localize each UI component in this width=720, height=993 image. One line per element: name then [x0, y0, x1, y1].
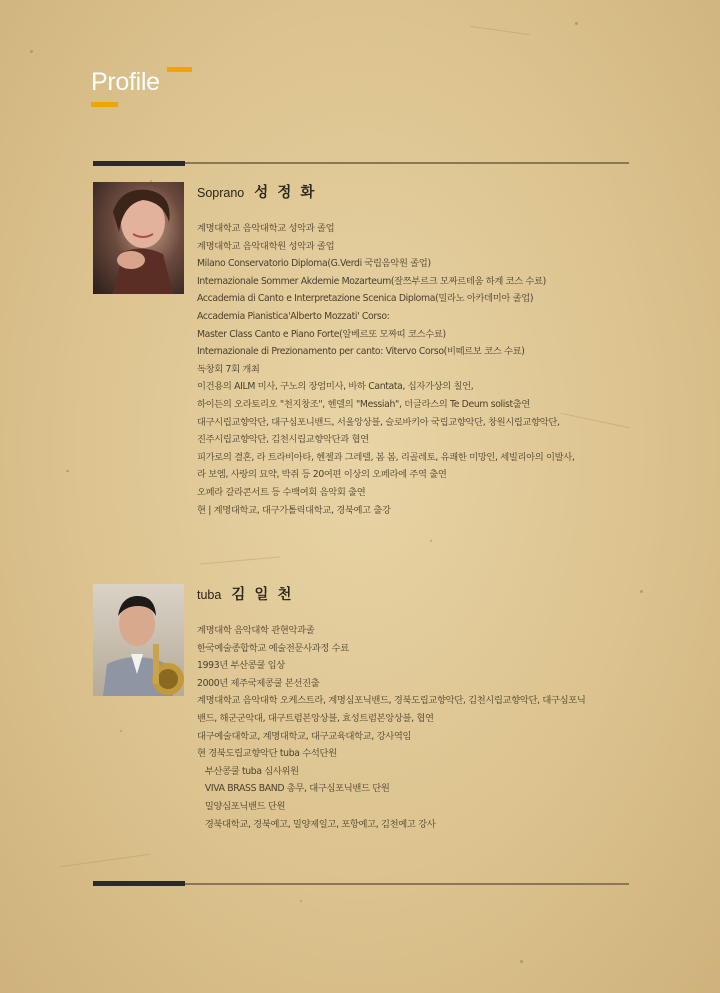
bio-item: 밴드, 해군군악대, 대구트럼본앙상블, 효성트럼본앙상블, 협연: [197, 712, 434, 724]
bio-item: 하이든의 오라토리오 "천지창조", 헨델의 "Messiah", 더글라스의 Te Deum solist출연: [197, 398, 531, 410]
bio-item: 계명대학교 음악대학원 성악과 졸업: [197, 240, 335, 252]
bio-item: 대구시립교향악단, 대구심포니밴드, 서울앙상블, 슬로바키아 국립교향악단, 창원시립교향악단,: [197, 416, 560, 428]
paper-fiber: [200, 557, 280, 565]
tuba-name-line: [197, 583, 293, 604]
paper-speck: [300, 900, 302, 902]
heading-accent-bar: [167, 67, 192, 72]
paper-speck: [66, 470, 69, 472]
role-label: Soprano: [197, 186, 245, 200]
bio-item: 계명대학교 음악대학교 성악과 졸업: [197, 223, 335, 234]
paper-speck: [120, 730, 122, 732]
paper-speck: [430, 540, 432, 542]
paper-speck: [575, 22, 578, 25]
bio-item: 밀양심포닉밴드 단원: [197, 800, 286, 812]
soprano-name-line: [197, 181, 316, 202]
paper-speck: [520, 960, 523, 963]
bio-item: 계명대학 음악대학 관현악과졸: [197, 625, 315, 636]
soprano-bio-list: [197, 220, 667, 519]
portrait-woman-photo: [93, 182, 184, 294]
bio-item: 1993년 부산콩쿨 입상: [197, 660, 285, 672]
bio-item: 현 | 계명대학교, 대구가톨릭대학교, 경북예고 출강: [197, 504, 391, 516]
bio-item: Accademia Pianistica'Alberto Mozzati' Corso:: [197, 310, 390, 322]
bio-item: Accademia di Canto e Interpretazione Scenica Diploma(밀라노 아카데미아 졸업): [197, 293, 534, 305]
bio-item: VIVA BRASS BAND 총무, 대구심포닉밴드 단원: [197, 783, 390, 795]
bio-item: 한국예술종합학교 예술전문사과정 수료: [197, 642, 349, 654]
page-title: Profile: [91, 68, 160, 96]
bio-item: 피가로의 결혼, 라 트라비아타, 헨젤과 그레텔, 봄 봄, 리골레토, 유쾌한 미망인, 세빌리아의 이발사,: [197, 451, 575, 463]
portrait-man-tuba-photo: [93, 584, 184, 696]
bio-item: 라 보엠, 사랑의 묘약, 박쥐 등 20여편 이상의 오페라에 주역 출연: [197, 469, 447, 481]
paper-fiber: [60, 854, 149, 868]
bio-item: 계명대학교 음악대학 오케스트라, 계명심포닉밴드, 경북도립교향악단, 김천시립교향악단, 대구심포닉: [197, 695, 586, 707]
person-name: 성 정 화: [254, 185, 317, 201]
role-label: tuba: [197, 588, 222, 602]
heading-accent-bar: [91, 102, 118, 107]
bottom-divider-accent: [93, 881, 185, 886]
top-divider-accent: [93, 161, 185, 166]
tuba-bio-list: [197, 622, 667, 833]
bio-item: 독창회 7회 개최: [197, 363, 260, 375]
bio-item: 부산콩쿨 tuba 심사위원: [197, 765, 299, 777]
bio-item: 오페라 갈라콘서트 등 수백여회 음악회 출연: [197, 486, 366, 498]
bio-item: 경북대학교, 경북예고, 밀양제일고, 포항예고, 김천예고 강사: [197, 818, 436, 830]
profile-heading: [91, 62, 201, 112]
paper-speck: [30, 50, 33, 53]
bio-item: Internazionale Sommer Akdemie Mozarteum(잘쯔부르크 모짜르테움 하계 코스 수료): [197, 275, 546, 287]
tuba-photo: [93, 584, 184, 696]
bio-item: 진주시립교향악단, 김천시립교향악단과 협연: [197, 434, 369, 446]
bio-item: Master Class Canto e Piano Forte(알베르또 모짜띠 코스수료): [197, 328, 446, 340]
bio-item: Internazionale di Prezionamento per canto: Vitervo Corso(비떼르보 코스 수료): [197, 346, 525, 358]
paper-speck: [640, 590, 643, 593]
bio-item: 대구예술대학교, 계명대학교, 대구교육대학교, 강사역임: [197, 730, 412, 742]
bio-item: 현 경북도립교향악단 tuba 수석단원: [197, 748, 337, 760]
bio-item: 2000년 제주국제콩쿨 본선진출: [197, 677, 320, 689]
bio-item: 이건용의 AILM 미사, 구노의 장엄미사, 바하 Cantata, 십자가상의 칠언,: [197, 381, 474, 393]
paper-fiber: [470, 26, 530, 35]
bio-item: Milano Conservatorio Diploma(G.Verdi 국립음악원 졸업): [197, 258, 431, 270]
soprano-photo: [93, 182, 184, 294]
person-name: 김 일 천: [231, 587, 294, 603]
